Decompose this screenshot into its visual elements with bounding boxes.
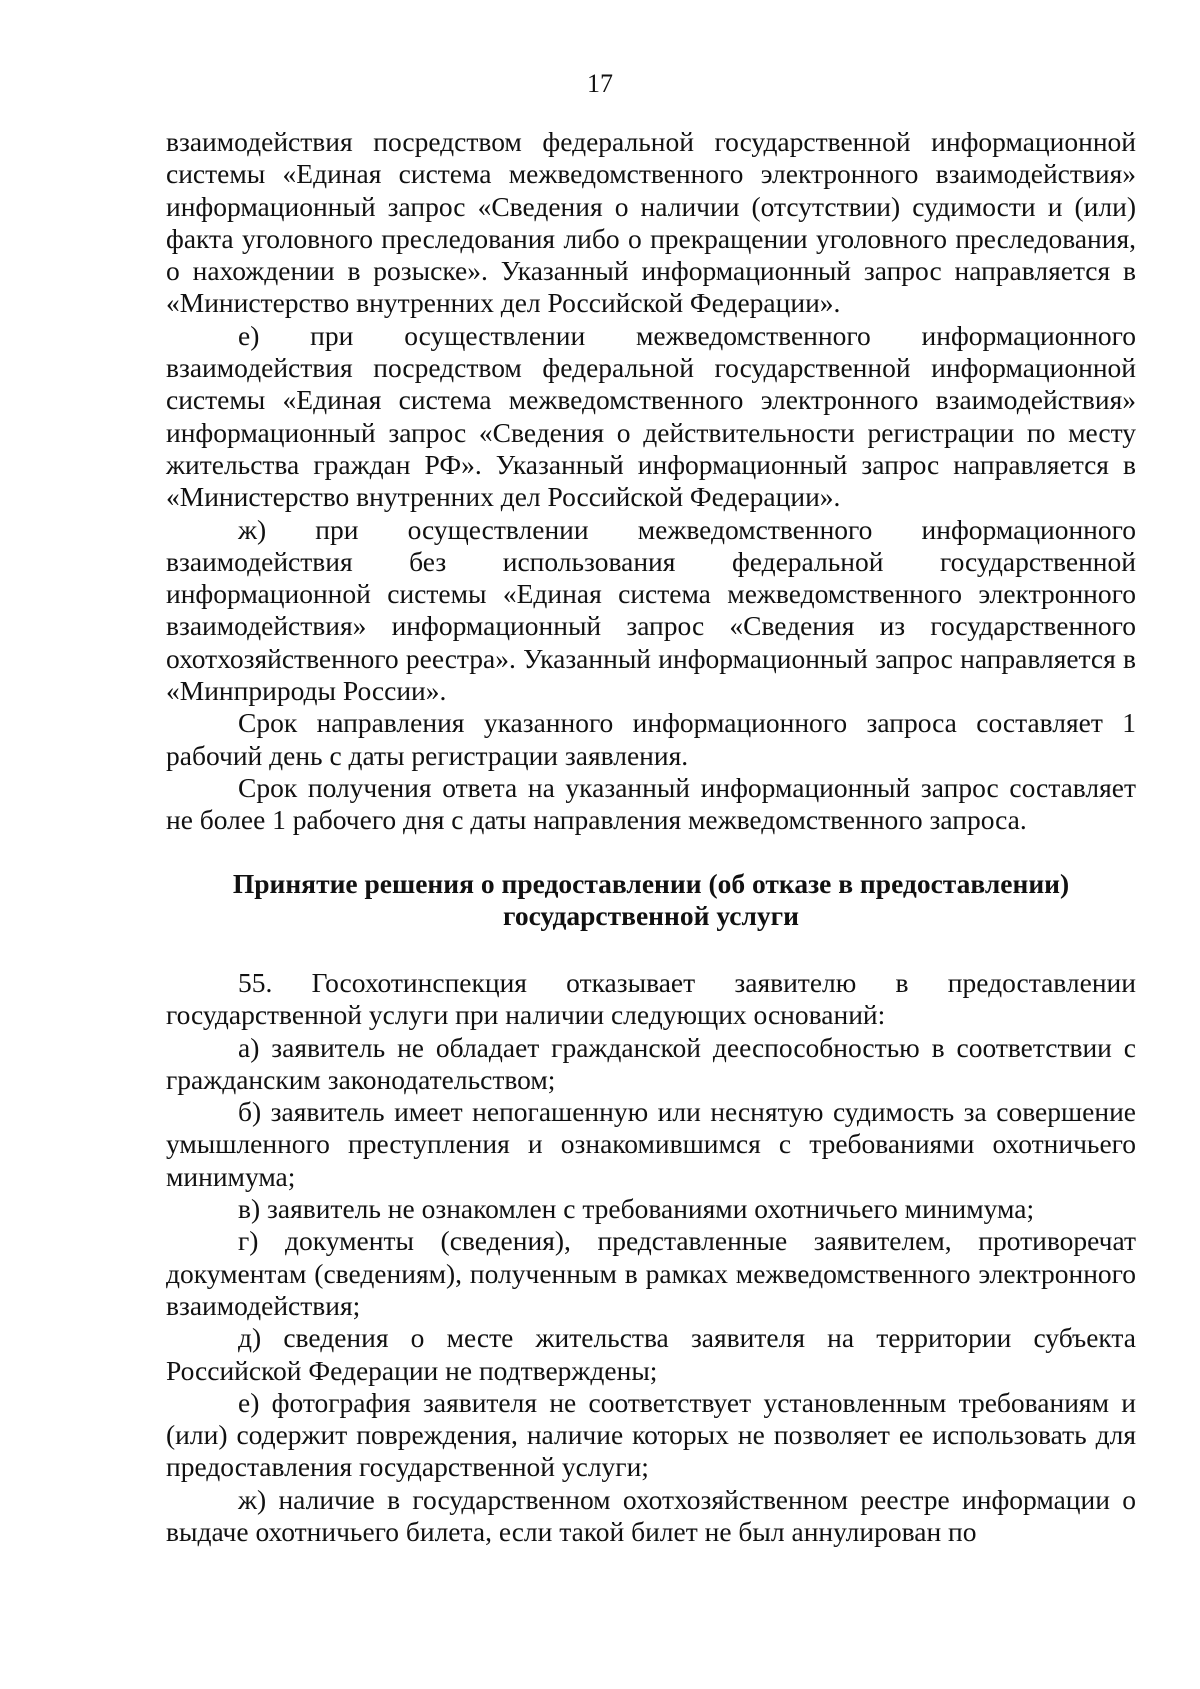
upper-text-block bbox=[166, 126, 1136, 837]
section-heading bbox=[166, 868, 1136, 932]
paragraph-item-zh: ж) при осуществлении межведомственного информационного взаимодействия без использования федеральной государственной информационной системы «Единая система межведомственного электронного взаимодействия» информационный запрос «Сведения из государственного охотхозяйственного реестра». Указанный информационный запрос направляется в «Минприроды России». bbox=[166, 513, 1136, 707]
paragraph-item-e: е) при осуществлении межведомственного информационного взаимодействия посредством федеральной государственной информационной системы «Единая система межведомственного электронного взаимодействия» информационный запрос «Сведения о действительности регистрации по месту жительства граждан РФ». Указанный информационный запрос направляется в «Министерство внутренних дел Российской Федерации». bbox=[166, 319, 1136, 513]
paragraph-continuation: взаимодействия посредством федеральной государственной информационной системы «Единая система межведомственного электронного взаимодействия» информационный запрос «Сведения о наличии (отсутствии) судимости и (или) факта уголовного преследования либо о прекращении уголовного преследования, о нахождении в розыске». Указанный информационный запрос направляется в «Министерство внутренних дел Российской Федерации». bbox=[166, 126, 1136, 319]
paragraph-ground-v: в) заявитель не ознакомлен с требованиями охотничьего минимума; bbox=[238, 1193, 1035, 1225]
paragraph-ground-g: г) документы (сведения), представленные заявителем, противоречат документам (сведениям), полученным в рамках межведомственного электронного взаимодействия; bbox=[166, 1225, 1136, 1321]
paragraph-request-deadline: Срок направления указанного информационного запроса составляет 1 рабочий день с даты регистрации заявления. bbox=[166, 707, 1136, 771]
section-heading-line-2: государственной услуги bbox=[503, 900, 799, 931]
lower-text-block bbox=[166, 967, 1136, 1548]
paragraph-ground-a: а) заявитель не обладает гражданской дееспособностью в соответствии с гражданским законодательством; bbox=[166, 1031, 1136, 1095]
paragraph-ground-e: е) фотография заявителя не соответствует установленным требованиям и (или) содержит повреждения, наличие которых не позволяет ее использовать для предоставления государственной услуги; bbox=[166, 1386, 1136, 1483]
paragraph-ground-b: б) заявитель имеет непогашенную или неснятую судимость за совершение умышленного преступления и ознакомившимся с требованиями охотничьего минимума; bbox=[166, 1096, 1136, 1192]
paragraph-ground-d: д) сведения о месте жительства заявителя на территории субъекта Российской Федерации не подтверждены; bbox=[166, 1322, 1136, 1386]
paragraph-ground-zh: ж) наличие в государственном охотхозяйственном реестре информации о выдаче охотничьего билета, если такой билет не был аннулирован по bbox=[166, 1483, 1136, 1548]
page-number: 17 bbox=[587, 69, 613, 98]
section-heading-line-1: Принятие решения о предоставлении (об отказе в предоставлении) bbox=[232, 868, 1070, 899]
paragraph-response-deadline: Срок получения ответа на указанный информационный запрос составляет не более 1 рабочего дня с даты направления межведомственного запроса. bbox=[166, 771, 1136, 836]
paragraph-55: 55. Госохотинспекция отказывает заявителю в предоставлении государственной услуги при наличии следующих оснований: bbox=[166, 967, 1136, 1031]
